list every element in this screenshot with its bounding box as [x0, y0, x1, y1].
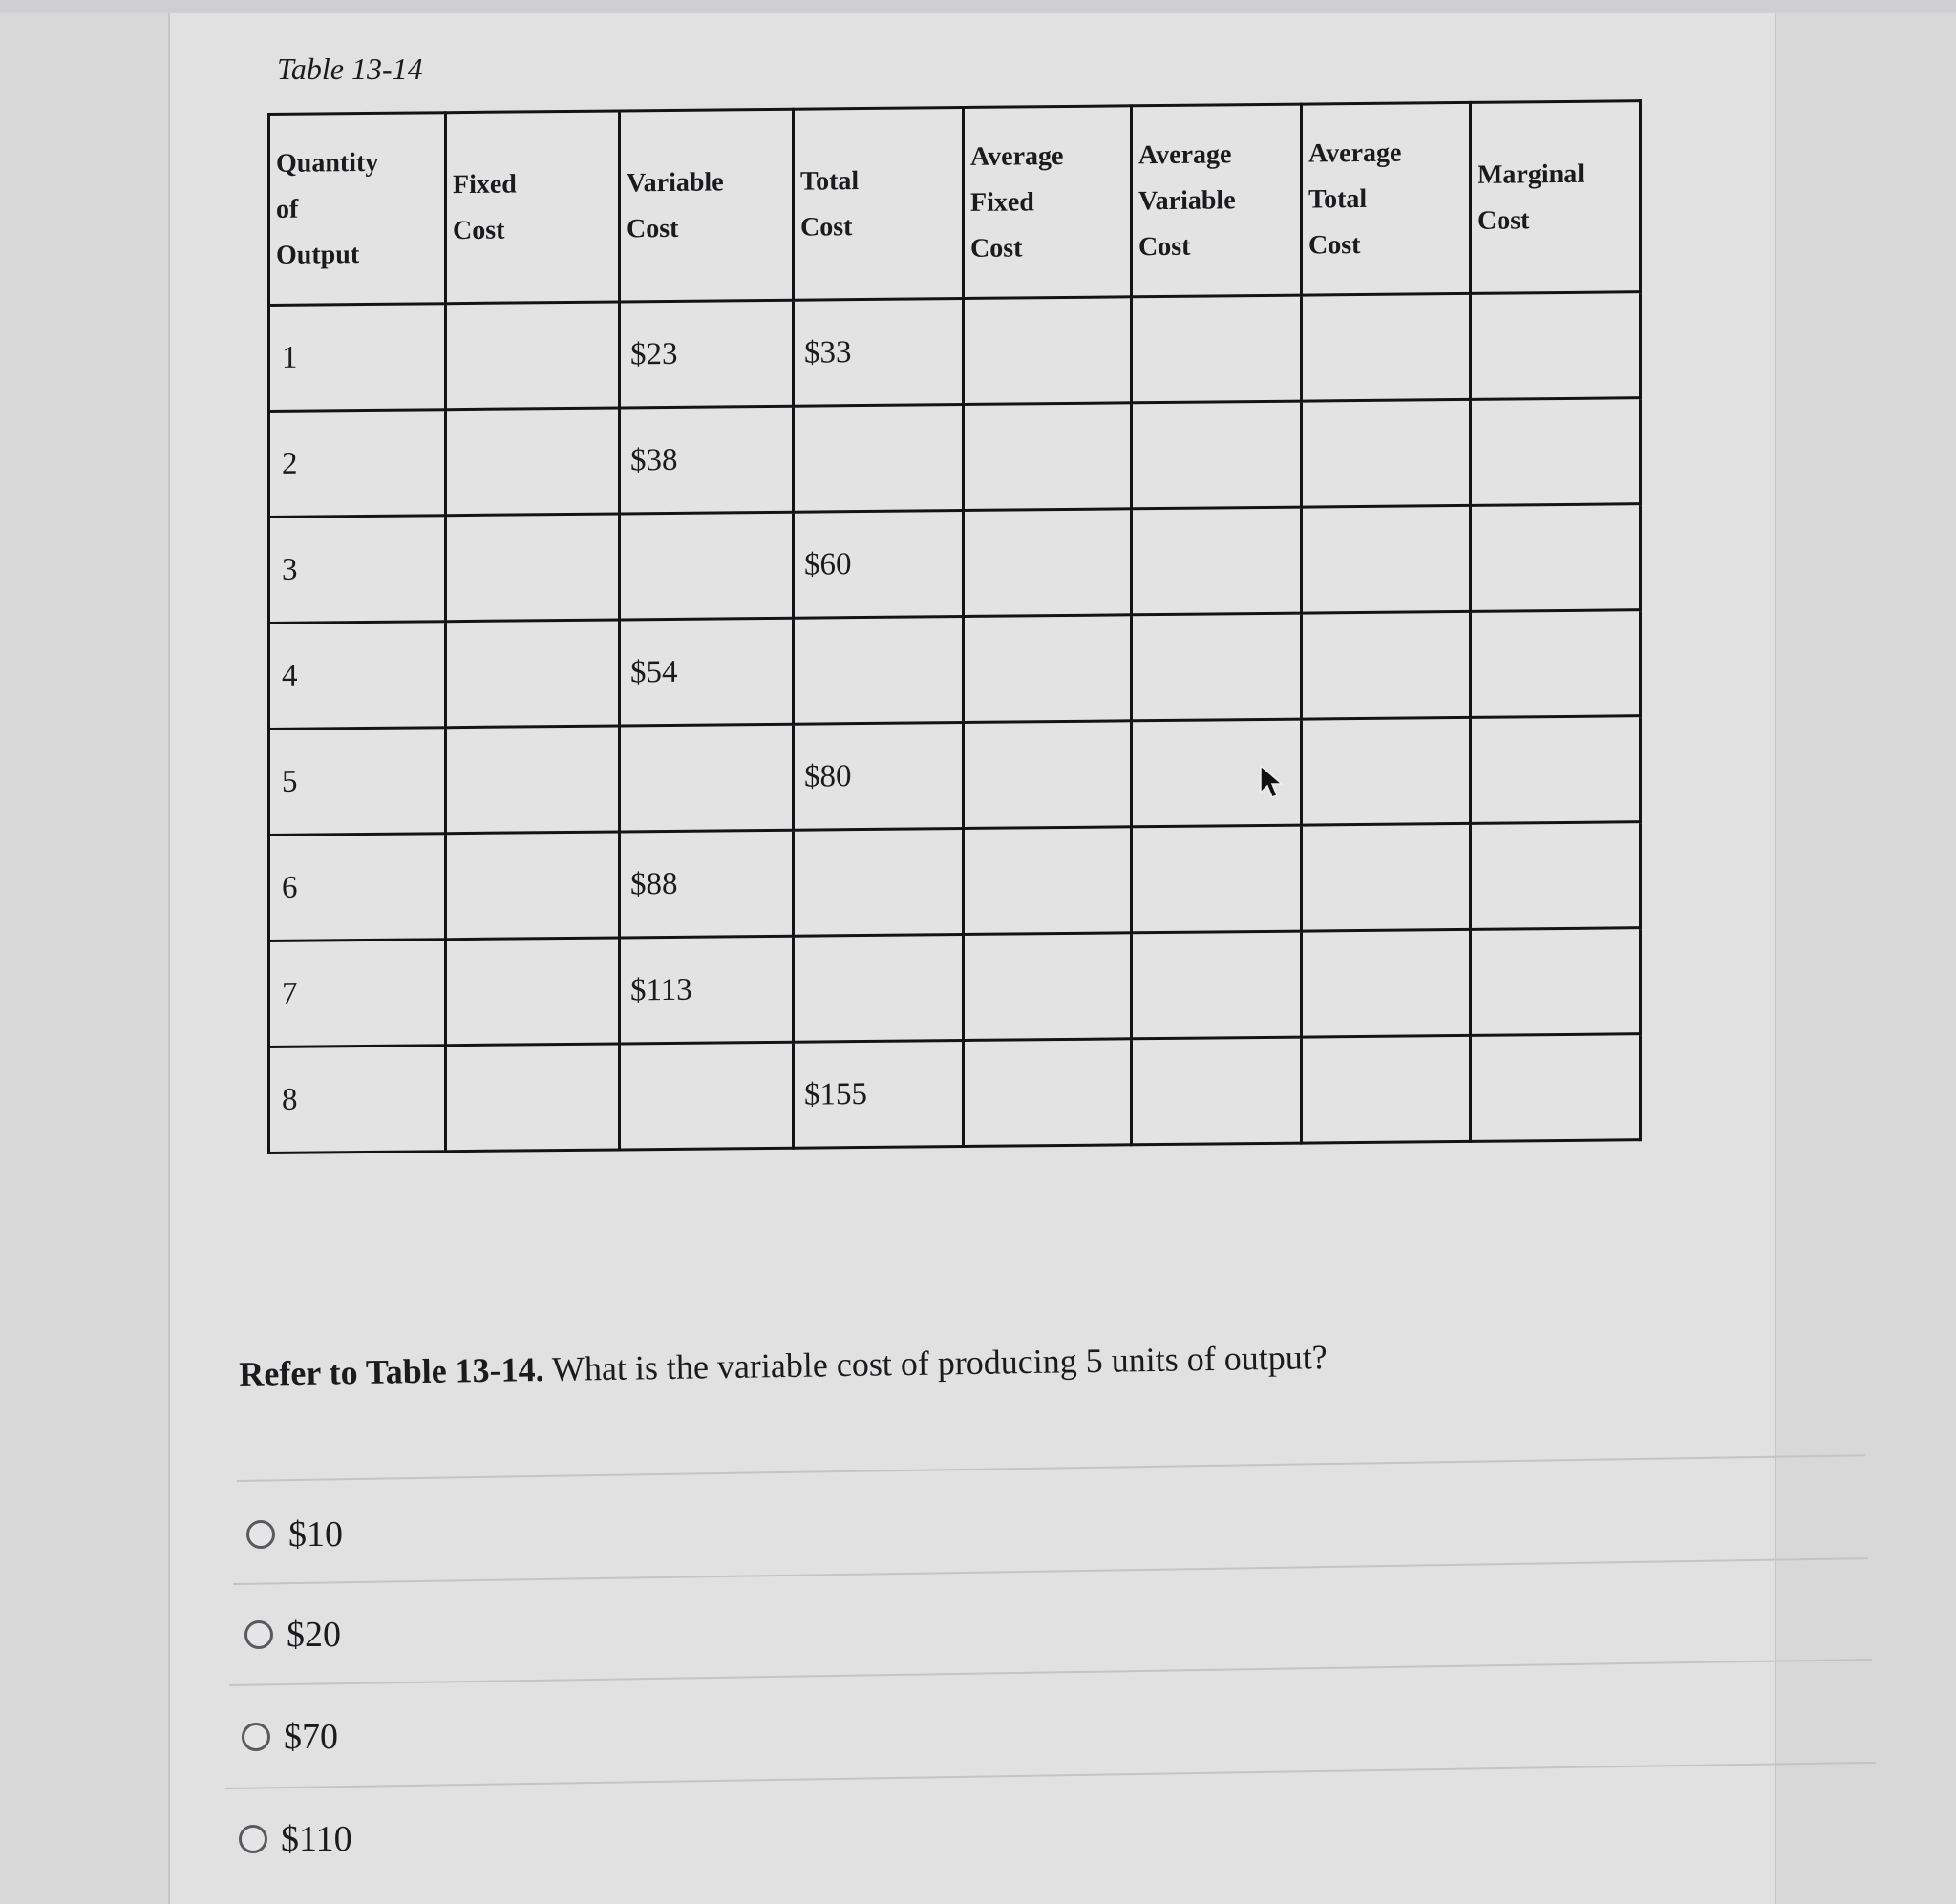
table-row [269, 928, 1641, 1047]
variable-cost-cell: $23 [620, 300, 794, 408]
total-cost-cell: $80 [794, 723, 964, 831]
average-fixed-cost-cell [964, 827, 1132, 935]
radio-unselected-icon[interactable] [239, 1825, 267, 1853]
fixed-cost-cell [446, 1044, 620, 1152]
variable-cost-cell [620, 724, 794, 832]
fixed-cost-cell [446, 302, 620, 410]
total-cost-cell: $33 [794, 299, 964, 407]
total-cost-cell [794, 829, 964, 937]
average-variable-cost-cell [1132, 507, 1302, 615]
average-fixed-cost-cell [964, 721, 1132, 829]
variable-cost-cell: $38 [620, 406, 794, 514]
total-cost-cell [794, 935, 964, 1043]
average-fixed-cost-cell [964, 297, 1132, 405]
average-total-cost-cell [1302, 399, 1471, 507]
table-row [269, 398, 1641, 518]
radio-unselected-icon[interactable] [242, 1723, 270, 1751]
average-variable-cost-cell [1132, 295, 1302, 403]
average-fixed-cost-cell [964, 615, 1132, 723]
table-row [269, 504, 1641, 624]
header-row [269, 101, 1641, 306]
average-variable-cost-cell [1132, 1037, 1302, 1145]
average-total-cost-cell [1302, 717, 1471, 825]
question-body: What is the variable cost of producing 5 units of output? [543, 1338, 1328, 1388]
average-fixed-cost-cell [964, 933, 1132, 1041]
fixed-cost-cell [446, 514, 620, 622]
quantity-cell: 1 [269, 304, 446, 412]
table-caption: Table 13-14 [277, 52, 423, 86]
total-cost-cell [794, 617, 964, 725]
question-reference: Refer to Table 13-14. [239, 1349, 544, 1393]
average-total-cost-cell [1302, 293, 1471, 401]
header-variable-cost: Variable Cost [620, 109, 794, 302]
quantity-cell: 2 [269, 410, 446, 518]
quantity-cell: 3 [269, 516, 446, 624]
average-total-cost-cell [1302, 505, 1471, 613]
average-variable-cost-cell [1132, 931, 1302, 1039]
quantity-cell: 5 [269, 728, 446, 836]
total-cost-cell: $155 [794, 1041, 964, 1149]
answer-option-2[interactable] [244, 1614, 341, 1656]
header-total-cost: Total Cost [794, 108, 964, 301]
marginal-cost-cell [1471, 292, 1641, 400]
variable-cost-cell [620, 512, 794, 620]
header-average-variable-cost: Average Variable Cost [1132, 104, 1302, 297]
average-total-cost-cell [1302, 823, 1471, 931]
answer-option-3[interactable] [242, 1716, 338, 1758]
header-fixed-cost: Fixed Cost [446, 111, 620, 304]
average-total-cost-cell [1302, 1035, 1471, 1143]
marginal-cost-cell [1471, 928, 1641, 1036]
header-quantity: Quantity of Output [269, 113, 446, 306]
average-total-cost-cell [1302, 611, 1471, 719]
variable-cost-cell: $113 [620, 936, 794, 1044]
cost-table [267, 99, 1642, 1154]
answer-option-label: $110 [281, 1819, 352, 1859]
fixed-cost-cell [446, 726, 620, 834]
answer-option-label: $70 [284, 1717, 338, 1757]
marginal-cost-cell [1471, 716, 1641, 824]
fixed-cost-cell [446, 620, 620, 728]
quantity-cell: 6 [269, 834, 446, 941]
marginal-cost-cell [1471, 822, 1641, 930]
quantity-cell: 4 [269, 622, 446, 730]
total-cost-cell [794, 405, 964, 513]
variable-cost-cell: $88 [620, 830, 794, 938]
table-row [269, 1034, 1641, 1153]
fixed-cost-cell [446, 832, 620, 940]
header-average-fixed-cost: Average Fixed Cost [964, 106, 1132, 299]
mouse-pointer-icon [1259, 764, 1287, 802]
answer-option-label: $10 [288, 1514, 343, 1555]
table-row [269, 716, 1641, 836]
variable-cost-cell [620, 1042, 794, 1150]
marginal-cost-cell [1471, 398, 1641, 506]
average-variable-cost-cell [1132, 825, 1302, 933]
variable-cost-cell: $54 [620, 618, 794, 726]
average-variable-cost-cell [1132, 401, 1302, 509]
quantity-cell: 7 [269, 940, 446, 1047]
table-row [269, 822, 1641, 941]
table-row [269, 610, 1641, 730]
average-fixed-cost-cell [964, 1039, 1132, 1147]
average-fixed-cost-cell [964, 403, 1132, 511]
marginal-cost-cell [1471, 1034, 1641, 1142]
fixed-cost-cell [446, 408, 620, 516]
radio-unselected-icon[interactable] [244, 1620, 273, 1649]
marginal-cost-cell [1471, 610, 1641, 718]
header-marginal-cost: Marginal Cost [1471, 101, 1641, 294]
header-average-total-cost: Average Total Cost [1302, 102, 1471, 295]
marginal-cost-cell [1471, 504, 1641, 612]
answer-option-label: $20 [287, 1615, 341, 1655]
top-edge [0, 0, 1956, 13]
average-total-cost-cell [1302, 929, 1471, 1037]
answer-option-1[interactable] [246, 1513, 343, 1555]
total-cost-cell: $60 [794, 511, 964, 619]
radio-unselected-icon[interactable] [246, 1520, 275, 1549]
average-variable-cost-cell [1132, 613, 1302, 721]
average-fixed-cost-cell [964, 509, 1132, 617]
quantity-cell: 8 [269, 1046, 446, 1153]
fixed-cost-cell [446, 938, 620, 1046]
answer-option-4[interactable] [239, 1818, 352, 1860]
table-row [269, 292, 1641, 412]
